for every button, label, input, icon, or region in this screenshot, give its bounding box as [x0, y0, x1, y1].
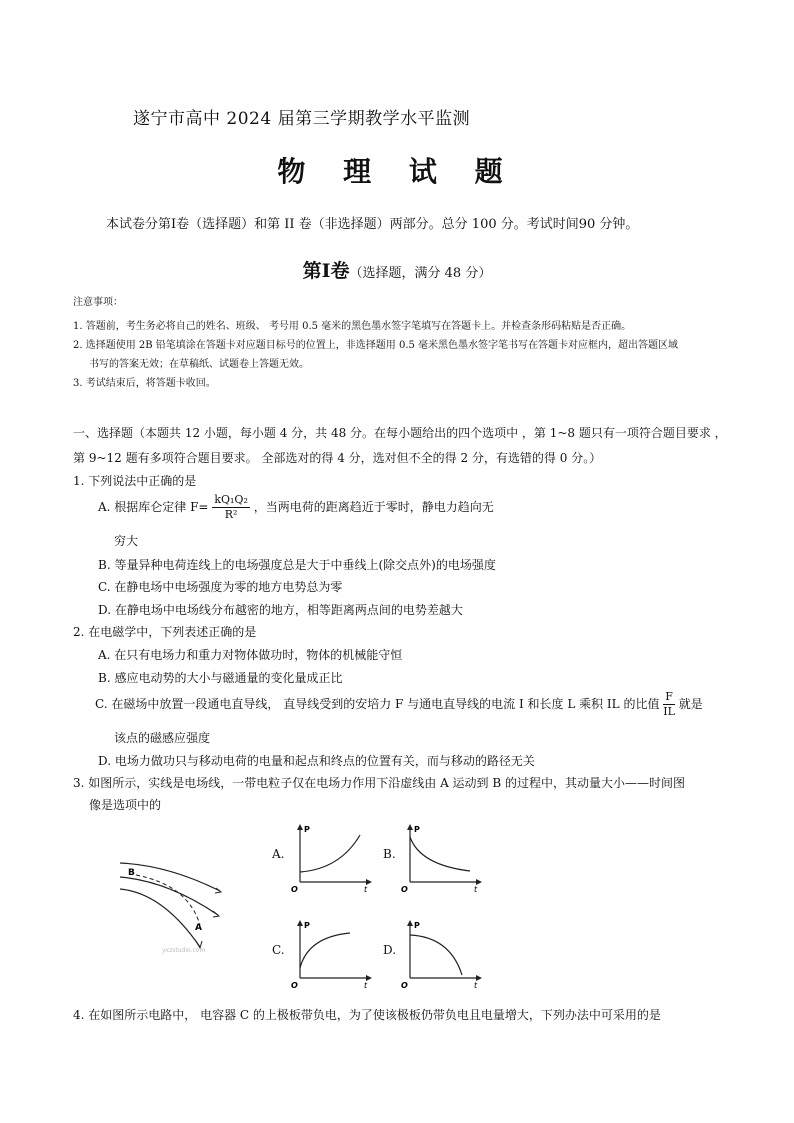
- x-axis-label: t: [474, 885, 478, 892]
- x-axis-label: t: [364, 981, 368, 988]
- ratio-fraction: [663, 690, 675, 719]
- origin-label: O: [291, 885, 298, 892]
- point-b-label: B: [128, 868, 135, 878]
- y-axis-label: P: [304, 825, 310, 834]
- note-item: 3. 考试结束后，将答题卡收回。: [73, 378, 216, 389]
- note-item: 1. 答题前，考生务必将自己的姓名、班级、 考号用 0.5 毫米的黑色墨水签字笔填写在答题卡上。并检查条形码粘贴是否正确。: [73, 321, 632, 332]
- question-4-stem: 4. 在如图所示电路中， 电容器 C 的上极板带负电，为了使该极板仍带负电且电量增大，下列办法中可采用的是: [73, 1008, 661, 1022]
- momentum-curve: [410, 837, 470, 871]
- y-axis-arrow: [407, 920, 413, 926]
- q1-option-c: C. 在静电场中电场强度为零的地方电势总为零: [98, 580, 343, 594]
- momentum-curve: [410, 935, 462, 975]
- x-axis-label: t: [364, 885, 368, 892]
- q3-option-label: C.: [272, 943, 285, 957]
- section-intro: 第 9~12 题有多项符合题目要求。 全部选对的得 4 分，选对但不全的得 2 分，有选错的得 0 分。）: [73, 451, 602, 465]
- y-axis-label: P: [414, 921, 420, 930]
- question-1-stem: 1. 下列说法中正确的是: [73, 474, 197, 488]
- q2-c-suffix: 就是: [678, 697, 703, 711]
- x-axis-label: t: [474, 981, 478, 988]
- q1-a-prefix: A. 根据库仑定律 F=: [98, 500, 209, 514]
- note-item: 2. 选择题使用 2B 铅笔填涂在答题卡对应题目标号的位置上，非选择题用 0.5 毫米黑色墨水签字笔书写在答题卡对应框内，超出答题区域: [73, 340, 679, 351]
- volume-heading: [0, 256, 794, 283]
- exam-intro: 本试卷分第Ⅰ卷（选择题）和第 II 卷（非选择题）两部分。总分 100 分。考试时间90 分钟。: [106, 217, 639, 232]
- note-item: 书写的答案无效；在草稿纸、试题卷上答题无效。: [89, 359, 309, 370]
- q2-option-c: [95, 690, 703, 719]
- fraction-denominator: IL: [663, 705, 675, 718]
- fraction-denominator: R²: [224, 508, 238, 521]
- exam-header: 遂宁市高中 2024 届第三学期教学水平监测: [133, 109, 471, 129]
- section-intro: 一、选择题（本题共 12 小题，每小题 4 分，共 48 分。在每小题给出的四个选项中 ，第 1~8 题只有一项符合题目要求 ，: [73, 426, 727, 440]
- q2-c-prefix: C. 在磁场中放置一段通电直导线， 直导线受到的安培力 F 与通电直导线的电流 I 和长度 L 乘积 IL 的比值: [95, 697, 660, 711]
- q3-option-label: D.: [383, 943, 397, 957]
- watermark: yxzstudio.com: [162, 947, 206, 954]
- y-axis-label: P: [414, 825, 420, 834]
- origin-label: O: [401, 885, 408, 892]
- momentum-curve: [300, 835, 360, 872]
- momentum-time-graph: [290, 918, 380, 988]
- q2-option-a: A. 在只有电场力和重力对物体做功时，物体的机械能守恒: [98, 648, 403, 662]
- coulomb-fraction: [212, 493, 250, 522]
- q3-option-label: B.: [383, 847, 396, 861]
- q1-option-a-cont: 穷大: [114, 534, 139, 548]
- momentum-curve: [300, 933, 350, 968]
- point-a-label: A: [195, 923, 202, 933]
- notes-heading: 注意事项：: [73, 297, 123, 308]
- origin-label: O: [401, 981, 408, 988]
- question-3-stem: 3. 如图所示，实线是电场线，一带电粒子仅在电场力作用下沿虚线由 A 运动到 B 的过程中，其动量大小——时间图: [73, 776, 686, 790]
- fraction-numerator: kQ₁Q₂: [214, 493, 248, 506]
- volume-desc: （选择题，满分 48 分）: [349, 266, 492, 281]
- q1-option-a: [98, 493, 494, 522]
- q1-option-b: B. 等量异种电荷连线上的电场强度总是大于中垂线上(除交点外)的电场强度: [98, 558, 496, 572]
- volume-label: 第Ⅰ卷: [302, 260, 350, 282]
- field-line-figure: [118, 855, 228, 955]
- q2-option-b: B. 感应电动势的大小与磁通量的变化量成正比: [98, 671, 343, 685]
- momentum-time-graph: [290, 822, 380, 892]
- fraction-numerator: F: [663, 690, 675, 705]
- question-2-stem: 2. 在电磁学中，下列表述正确的是: [73, 625, 257, 639]
- y-axis-arrow: [407, 824, 413, 830]
- y-axis-arrow: [297, 920, 303, 926]
- y-axis-label: P: [304, 921, 310, 930]
- origin-label: O: [291, 981, 298, 988]
- q1-option-d: D. 在静电场中电场线分布越密的地方，相等距离两点间的电势差越大: [98, 603, 463, 617]
- y-axis-arrow: [297, 824, 303, 830]
- q3-option-label: A.: [272, 847, 285, 861]
- q2-option-d: D. 电场力做功只与移动电荷的电量和起点和终点的位置有关，而与移动的路径无关: [98, 754, 535, 768]
- momentum-time-graph: [400, 918, 490, 988]
- q1-a-suffix: ，当两电荷的距离趋近于零时，静电力趋向无: [253, 500, 494, 514]
- page-title: 物 理 试 题: [277, 155, 517, 188]
- q2-option-c-cont: 该点的磁感应强度: [114, 731, 211, 745]
- question-3-stem-cont: 像是选项中的: [89, 798, 162, 812]
- momentum-time-graph: [400, 822, 490, 892]
